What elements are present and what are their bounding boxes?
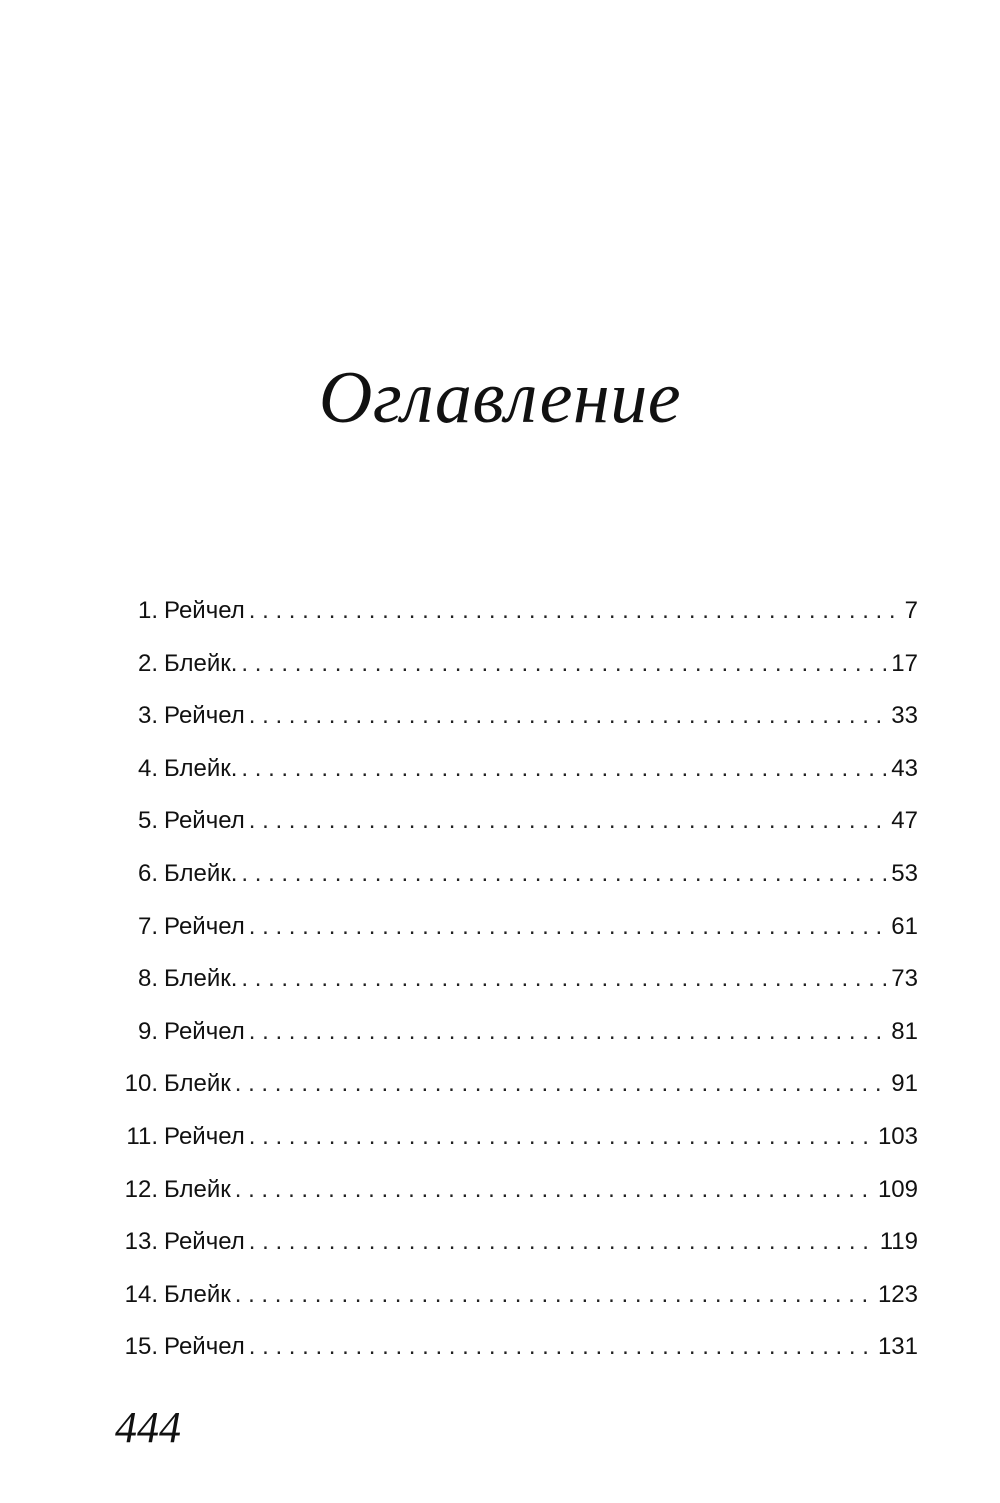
dot-leader <box>241 638 887 691</box>
toc-entry-page: 61 <box>891 912 918 940</box>
dot-leader <box>249 585 894 638</box>
toc-entry-title: Блейк <box>164 1280 231 1308</box>
toc-entry[interactable] <box>118 1216 918 1269</box>
toc-entry[interactable] <box>118 901 918 954</box>
toc-entry-number: 5. <box>137 807 158 835</box>
toc-entry-page: 131 <box>877 1333 918 1361</box>
toc-entry-page: 81 <box>891 1017 918 1045</box>
toc-entry[interactable] <box>118 638 918 691</box>
toc-entry-title: Блейк <box>164 1175 231 1203</box>
page-number: 444 <box>115 1403 181 1452</box>
toc-entry-page: 33 <box>891 702 918 730</box>
toc-entry-number: 2. <box>137 649 158 677</box>
page-title: Оглавление <box>318 357 682 439</box>
toc-entry-page: 43 <box>891 754 918 782</box>
toc-entry-number: 1. <box>137 597 158 624</box>
toc-entry-page: 17 <box>891 649 918 677</box>
dot-leader <box>241 848 887 901</box>
toc-entry-number: 13. <box>124 1228 158 1256</box>
toc-entry-page: 53 <box>891 859 918 887</box>
toc-entry-number: 9. <box>137 1017 158 1045</box>
toc-entry-number: 4. <box>137 754 158 782</box>
toc-entry-title: Рейчел <box>164 1228 245 1256</box>
dot-leader <box>249 901 888 954</box>
toc-entry-page: 109 <box>877 1175 918 1203</box>
toc-entry-number: 11. <box>126 1122 158 1150</box>
toc-entry-number: 6. <box>137 859 158 887</box>
dot-leader <box>241 743 887 796</box>
dot-leader <box>235 1269 874 1322</box>
toc-entry[interactable] <box>118 690 918 743</box>
toc-entry[interactable] <box>118 1164 918 1217</box>
toc-entry[interactable] <box>118 1321 918 1374</box>
toc-entry[interactable] <box>118 1058 918 1111</box>
toc-entry-title: Рейчел <box>164 702 245 730</box>
dot-leader <box>249 1006 888 1059</box>
toc-entry-title: Рейчел <box>164 1122 245 1150</box>
toc-entry-number: 14. <box>124 1280 158 1308</box>
toc-entry-title: Рейчел <box>164 597 245 624</box>
dot-leader <box>235 1058 888 1111</box>
toc-entry[interactable] <box>118 1006 918 1059</box>
toc-entry[interactable] <box>118 1269 918 1322</box>
table-of-contents <box>118 585 918 1374</box>
toc-entry[interactable] <box>118 848 918 901</box>
toc-entry-page: 47 <box>891 807 918 835</box>
dot-leader <box>235 1164 874 1217</box>
toc-entry-title: Рейчел <box>164 1017 245 1045</box>
toc-entry-number: 12. <box>124 1175 158 1203</box>
toc-entry-title: Рейчел <box>164 912 245 940</box>
dot-leader <box>249 690 888 743</box>
toc-entry[interactable] <box>118 585 918 638</box>
toc-entry-page: 123 <box>877 1280 918 1308</box>
toc-entry-page: 91 <box>891 1070 918 1098</box>
toc-entry-number: 10. <box>124 1070 158 1098</box>
toc-entry-page: 73 <box>891 965 918 993</box>
toc-entry-title: Рейчел <box>164 807 245 835</box>
toc-entry-page: 7 <box>904 597 918 624</box>
toc-entry[interactable] <box>118 795 918 848</box>
dot-leader <box>249 795 888 848</box>
toc-entry[interactable] <box>118 743 918 796</box>
toc-entry[interactable] <box>118 1111 918 1164</box>
toc-entry-title: Блейк. <box>164 965 238 993</box>
toc-entry[interactable] <box>118 953 918 1006</box>
toc-entry-number: 8. <box>137 965 158 993</box>
toc-entry-number: 15. <box>124 1333 158 1361</box>
toc-entry-title: Блейк. <box>164 754 238 782</box>
toc-entry-number: 7. <box>137 912 158 940</box>
toc-entry-number: 3. <box>137 702 158 730</box>
toc-entry-title: Рейчел <box>164 1333 245 1361</box>
dot-leader <box>249 1321 874 1374</box>
dot-leader <box>249 1111 874 1164</box>
toc-entry-title: Блейк. <box>164 649 238 677</box>
dot-leader <box>249 1216 876 1269</box>
toc-entry-page: 103 <box>877 1122 918 1150</box>
toc-entry-title: Блейк. <box>164 859 238 887</box>
toc-entry-title: Блейк <box>164 1070 231 1098</box>
toc-entry-page: 119 <box>879 1228 918 1256</box>
dot-leader <box>241 953 887 1006</box>
